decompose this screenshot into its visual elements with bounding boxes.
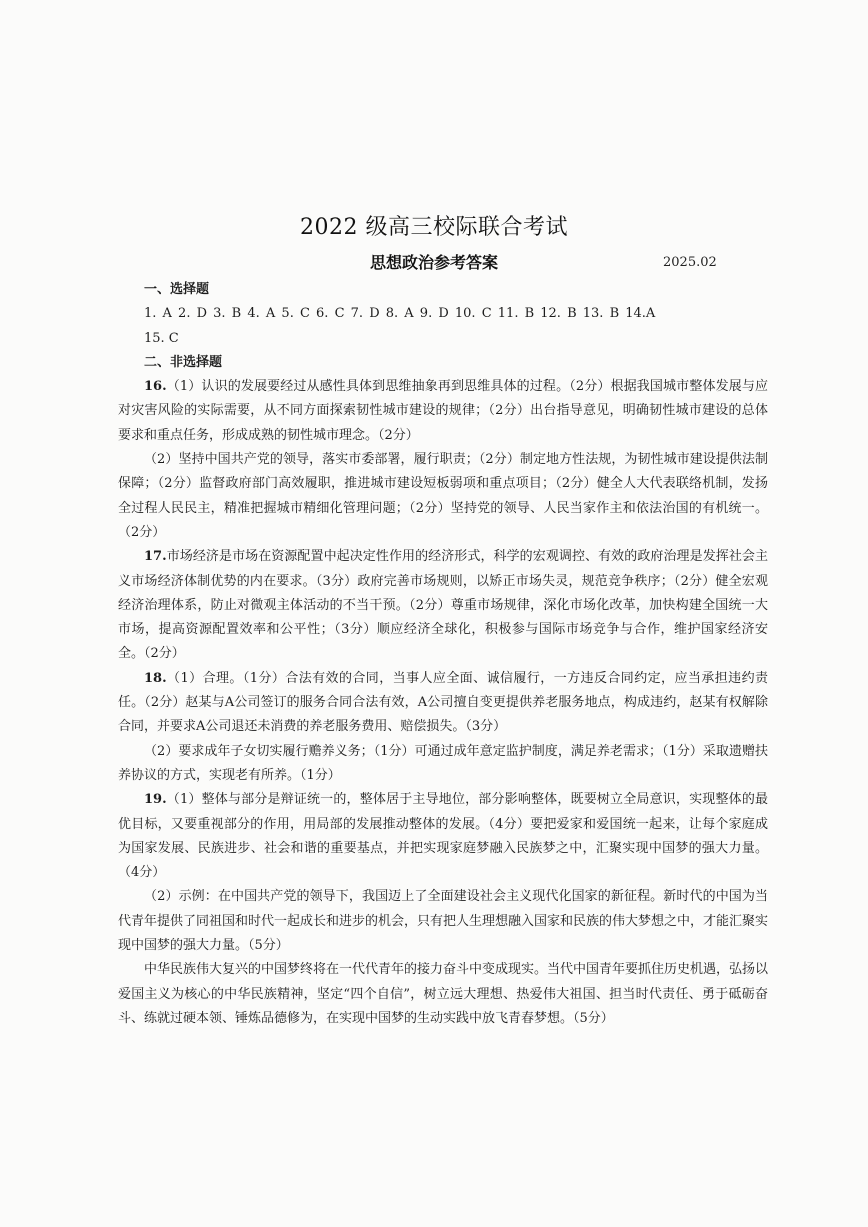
q18-number: 18. (144, 670, 167, 686)
q17-answer (118, 545, 768, 666)
mc-answers-line-1: 1. A 2. D 3. B 4. A 5. C 6. C 7. D 8. A 9. D 10. C 11. B 12. B 13. B 14.A (144, 306, 656, 322)
q19-number: 19. (144, 792, 167, 808)
mc-answers-line-2: 15. C (144, 330, 179, 346)
section-heading-multiple-choice: 一、选择题 (144, 282, 210, 297)
q19-part3: 中华民族伟大复兴的中国梦终将在一代代青年的接力奋斗中变成现实。当代中国青年要抓住历史机遇，弘扬以爱国主义为核心的中华民族精神，坚定“四个自信”，树立远大理想、热爱伟大祖国、担当时代责任、勇于砥砺奋斗、练就过硬本领、锤炼品德修为，在实现中国梦的生动实践中放飞青春梦想。（5分） (118, 962, 769, 1026)
page-title: 2022 级高三校际联合考试 (300, 215, 568, 240)
q17-number: 17. (144, 549, 167, 565)
q16-number: 16. (144, 379, 167, 395)
exam-date: 2025.02 (663, 255, 717, 270)
q18-part1-text: （1）合理。（1分）合法有效的合同，当事人应全面、诚信履行，一方违反合同约定，应当承担违约责任。（2分）赵某与A公司签订的服务合同合法有效，A公司擅自变更提供养老服务地点，构成违约，赵某有权解除合同，并要求A公司退还未消费的养老服务费用、赔偿损失。（3分） (118, 670, 768, 735)
section-heading-non-choice: 二、非选择题 (144, 354, 223, 370)
q19-part1-text: （1）整体与部分是辩证统一的，整体居于主导地位，部分影响整体，既要树立全局意识，实现整体的最优目标，又要重视部分的作用，用局部的发展推动整体的发展。（4分）要把爱家和爱国统一起来，让每个家庭成为国家发展、民族进步、社会和谐的重要基点，并把实现家庭梦融入民族梦之中，汇聚实现中国梦的强大力量。（4分） (118, 792, 768, 881)
q18-part1 (118, 667, 768, 740)
page-subtitle: 思想政治参考答案 (369, 253, 498, 272)
q16-part1-text: （1）认识的发展要经过从感性具体到思维抽象再到思维具体的过程。（2分）根据我国城市整体发展与应对灾害风险的实际需要，从不同方面探索韧性城市建设的规律；（2分）出台指导意见，明确韧性城市建设的总体要求和重点任务，形成成熟的韧性城市理念。（2分） (118, 379, 768, 443)
q17-text: 市场经济是市场在资源配置中起决定性作用的经济形式，科学的宏观调控、有效的政府治理是发挥社会主义市场经济体制优势的内在要求。（3分）政府完善市场规则，以矫正市场失灵，规范竞争秩序；（2分）健全宏观经济治理体系，防止对微观主体活动的不当干预。（2分）尊重市场规律，深化市场化改革，加快构建全国统一大市场，提高资源配置效率和公平性；（3分）顺应经济全球化，积极参与国际市场竞争与合作，维护国家经济安全。（2分） (118, 549, 768, 662)
answer-content (118, 278, 768, 1031)
q16-part1 (118, 375, 768, 448)
subtitle-row (0, 250, 868, 276)
q19-part1 (118, 788, 768, 885)
q16-part2: （2）坚持中国共产党的领导，落实市委部署，履行职责；（2分）制定地方性法规，为韧性城市建设提供法制保障；（2分）监督政府部门高效履职，推进城市建设短板弱项和重点项目；（2分）健全人大代表联络机制，发扬全过程人民民主，精准把握城市精细化管理问题；（2分）坚持党的领导、人民当家作主和依法治国的有机统一。（2分） (118, 452, 768, 540)
q19-part2: （2）示例：在中国共产党的领导下，我国迈上了全面建设社会主义现代化国家的新征程。新时代的中国为当代青年提供了同祖国和时代一起成长和进步的机会，只有把人生理想融入国家和民族的伟大梦想之中，才能汇聚实现中国梦的强大力量。（5分） (118, 889, 769, 954)
q18-part2: （2）要求成年子女切实履行赡养义务；（1分）可通过成年意定监护制度，满足养老需求；（1分）采取遗赠扶养协议的方式，实现老有所养。（1分） (118, 743, 768, 783)
